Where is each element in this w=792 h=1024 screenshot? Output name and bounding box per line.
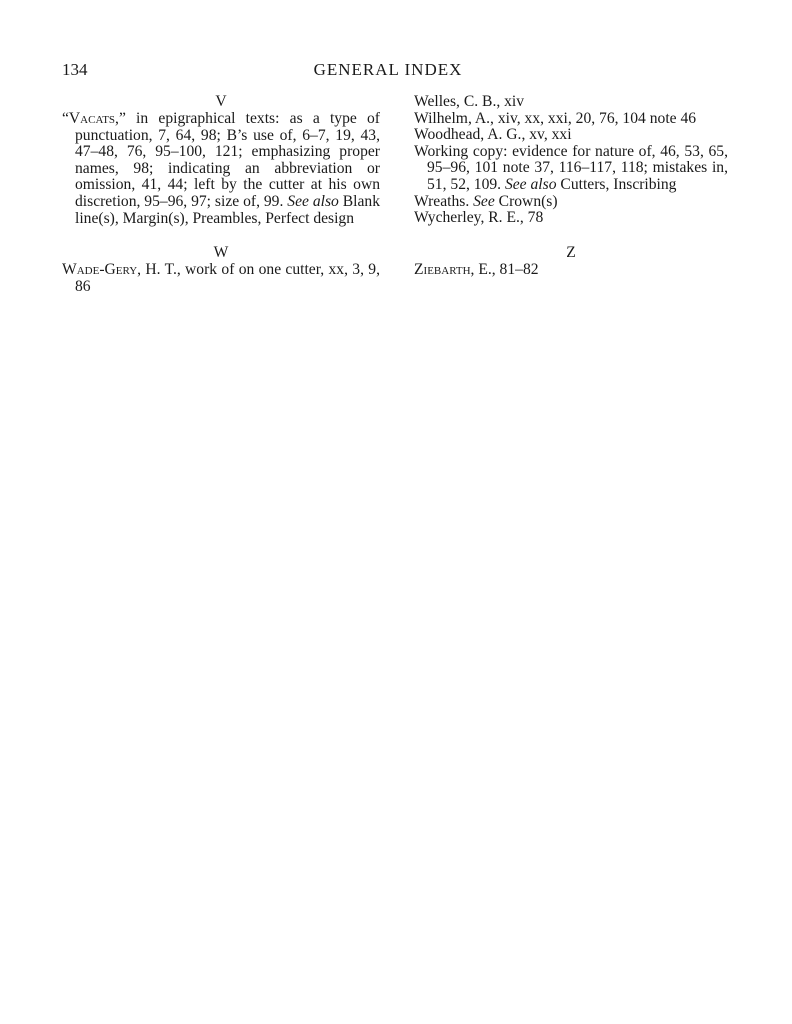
cross-references: Blank line(s), Margin(s), Preambles, Perfect design [75, 192, 380, 227]
index-entry-ziebarth [414, 262, 728, 279]
running-head: GENERAL INDEX [313, 60, 463, 79]
entry-text: Wreaths. [414, 192, 474, 210]
index-entry-wreaths [414, 194, 728, 211]
index-entry-welles: Welles, C. B., xiv [414, 93, 525, 110]
index-column-left [62, 94, 380, 295]
cross-references: Crown(s) [494, 192, 558, 210]
index-entry-vacats [62, 111, 380, 227]
entry-text: H. T., work of on one cutter, xx, 3, 9, 86 [75, 261, 380, 295]
index-entry-woodhead: Woodhead, A. G., xv, xxi [414, 126, 572, 144]
see-label: See [473, 192, 495, 210]
index-entry-working-copy [414, 144, 728, 194]
entry-text: E., 81–82 [474, 260, 539, 278]
index-column-right [414, 94, 728, 278]
index-entry-wade-gery [62, 262, 380, 295]
letter-heading-v: V [215, 93, 227, 110]
page-header [62, 60, 714, 82]
entry-text: in epigraphical texts: as a type of punctuation, 7, 64, 98; B’s use of, 6–7, 19, 43, 47–48, 76, 95–100, 121; emphasizing proper names, 98; indicating an abbreviation or omission, 41, 44; left by the cutter at his own discretion, 95–96, 97; size of, 99. [75, 110, 380, 210]
index-entry-wycherley: Wycherley, R. E., 78 [414, 209, 544, 227]
see-also-label: See also [504, 175, 557, 193]
index-entry-wilhelm: Wilhelm, A., xiv, xx, xxi, 20, 76, 104 note 46 [414, 109, 697, 127]
close-quote: ” [118, 110, 126, 127]
see-also-label: See also [287, 192, 339, 210]
page-number: 134 [62, 60, 88, 79]
letter-heading-w: W [213, 244, 229, 262]
letter-heading-z: Z [566, 243, 576, 261]
entry-headword: Ziebarth, [414, 260, 475, 278]
entry-headword: Vacats, [68, 110, 119, 127]
cross-references: Cutters, Inscribing [556, 175, 677, 193]
entry-headword: Wade-Gery, [62, 261, 142, 279]
open-quote: “ [62, 110, 69, 127]
entry-text: Working copy: evidence for nature of, 46, 53, 65, 95–96, 101 note 37, 116–117, 118; mistakes in, 51, 52, 109. [414, 142, 728, 193]
